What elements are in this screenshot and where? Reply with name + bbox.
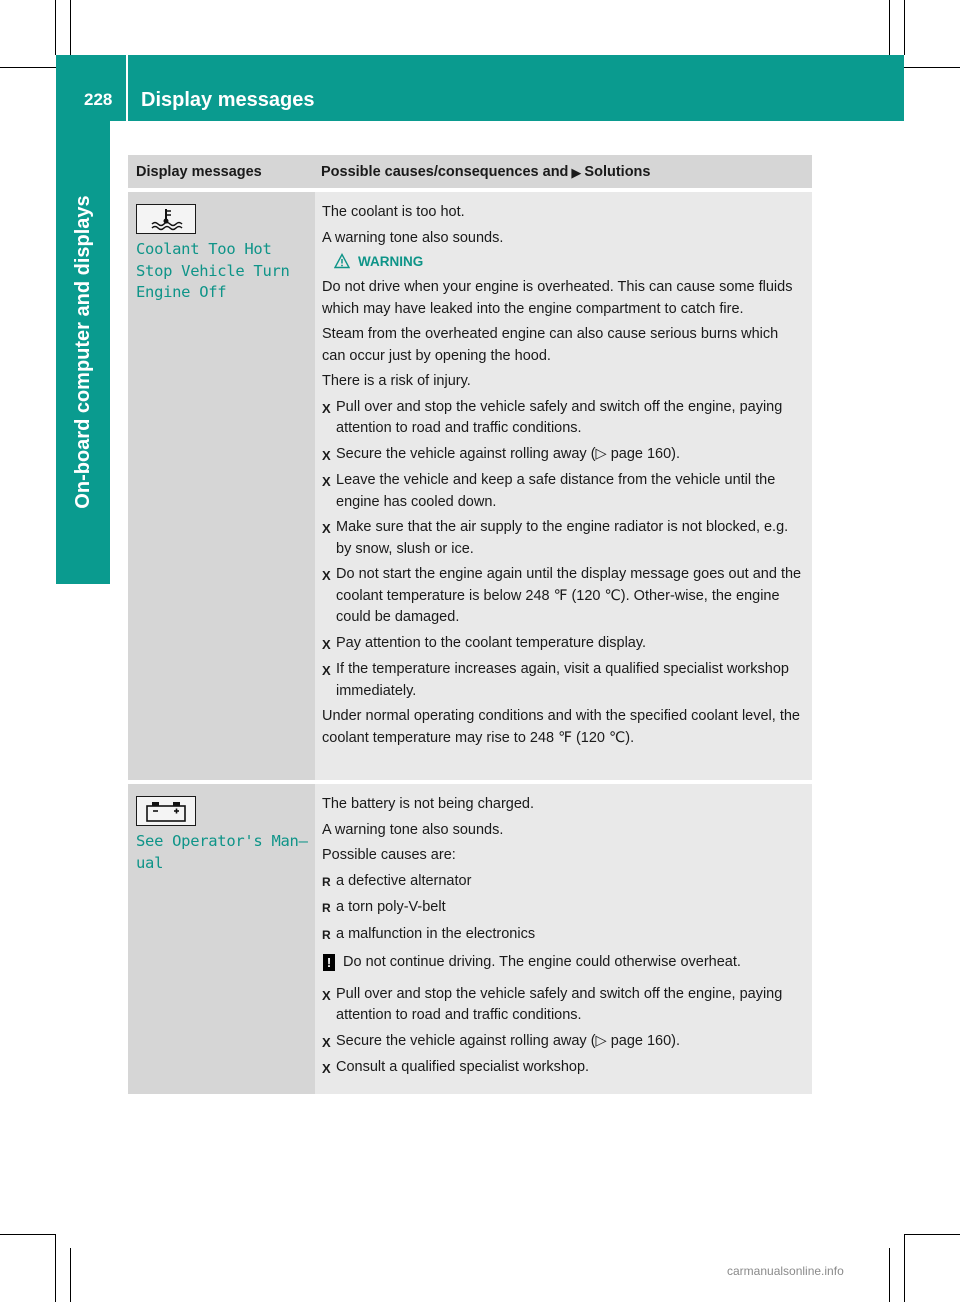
step-arrow-icon: X: [322, 521, 331, 536]
warning-label: WARNING: [358, 253, 424, 269]
table-row: [128, 192, 812, 780]
list-item-text: a malfunction in the electronics: [336, 925, 536, 942]
crop-mark: [904, 0, 905, 55]
solution-arrow-icon: ▶: [571, 165, 582, 180]
step-arrow-icon: X: [322, 663, 331, 678]
instruction-step: [322, 517, 804, 560]
crop-mark: [55, 1234, 56, 1302]
crop-mark: [55, 0, 56, 55]
display-message-text: [136, 239, 315, 304]
table-header: [128, 155, 812, 188]
instruction-step: [322, 470, 804, 513]
paragraph: The coolant is too hot.: [322, 204, 465, 220]
page-number: 228: [84, 90, 113, 109]
paragraph: Possible causes are:: [322, 847, 456, 863]
bullet-icon: R: [322, 927, 331, 942]
step-arrow-icon: X: [322, 447, 331, 463]
instruction-step: [322, 564, 804, 629]
column-header-display-messages: Display messages: [136, 164, 262, 180]
column-header-text: Possible causes/consequences and: [321, 164, 569, 180]
section-title: Display messages: [141, 89, 315, 111]
crop-mark: [0, 1234, 56, 1235]
crop-mark: [70, 0, 71, 55]
caution-text: Do not continue driving. The engine could otherwise overheat.: [343, 954, 741, 970]
solutions-cell: [315, 192, 812, 780]
header-divider: [126, 55, 128, 121]
step-text: Do not start the engine again until the display message goes out and the coolant temperature is below 248 ℉ (120 ℃). Other-wise, the engine could be damaged.: [336, 566, 802, 625]
instruction-step: [322, 1057, 804, 1080]
paragraph: Under normal operating conditions and with the specified coolant level, the coolant temperature may rise to 248 ℉ (120 ℃).: [322, 708, 800, 746]
step-text: If the temperature increases again, visit a qualified specialist workshop immediately.: [336, 661, 789, 699]
paragraph: The battery is not being charged.: [322, 796, 534, 812]
messages-table: [128, 155, 812, 1094]
crop-mark: [0, 67, 56, 68]
display-message-cell: [128, 192, 315, 780]
step-text: Pay attention to the coolant temperature display.: [336, 634, 647, 651]
display-line: Coolant Too Hot: [136, 240, 272, 258]
crop-mark: [904, 67, 960, 68]
list-item: [322, 897, 804, 920]
instruction-step: [322, 659, 804, 702]
display-line: See Operator's Man–: [136, 832, 308, 850]
step-arrow-icon: X: [322, 1034, 331, 1050]
warning-paragraph: Do not drive when your engine is overheated. This can cause some fluids which may have leaked into the engine compartment to catch fire.: [322, 279, 793, 317]
step-arrow-icon: X: [322, 400, 331, 416]
warning-triangle-icon: [334, 253, 350, 269]
instruction-step: [322, 444, 804, 467]
step-text: Make sure that the air supply to the engine radiator is not blocked, e.g. by snow, slush or ice.: [336, 519, 789, 557]
warning-heading: [334, 253, 804, 269]
crop-mark: [904, 1234, 905, 1302]
crop-mark: [889, 0, 890, 55]
step-text: Pull over and stop the vehicle safely and switch off the engine, paying attention to road and traffic conditions.: [336, 985, 783, 1023]
step-arrow-icon: X: [322, 474, 331, 489]
step-text: Secure the vehicle against rolling away (▷ page 160).: [336, 1032, 681, 1049]
paragraph: A warning tone also sounds.: [322, 821, 504, 838]
paragraph: A warning tone also sounds.: [322, 229, 504, 246]
exclamation-icon: !: [323, 954, 335, 971]
crop-mark: [70, 1248, 71, 1302]
display-line: Engine Off: [136, 283, 227, 301]
bullet-icon: R: [322, 901, 331, 915]
crop-mark: [889, 1248, 890, 1302]
table-row: [128, 784, 812, 1094]
bullet-icon: R: [322, 874, 331, 889]
step-arrow-icon: X: [322, 1061, 331, 1076]
step-text: Leave the vehicle and keep a safe distance from the vehicle until the engine has cooled down.: [336, 472, 776, 510]
instruction-step: [322, 1031, 804, 1054]
warning-paragraph: Steam from the overheated engine can also cause serious burns which can occur just by opening the hood.: [322, 326, 779, 364]
list-item: [322, 924, 804, 947]
display-message-cell: [128, 784, 315, 1094]
instruction-step: [322, 397, 804, 440]
list-item: [322, 871, 804, 894]
step-text: Pull over and stop the vehicle safely and switch off the engine, paying attention to road and traffic conditions.: [336, 398, 783, 436]
instruction-step: [322, 984, 804, 1027]
warning-paragraph: There is a risk of injury.: [322, 373, 471, 389]
chapter-label: On-board computer and displays: [72, 195, 94, 509]
step-text: Consult a qualified specialist workshop.: [336, 1059, 590, 1075]
list-item-text: a defective alternator: [336, 872, 472, 889]
step-text: Secure the vehicle against rolling away (▷ page 160).: [336, 445, 681, 462]
display-line: ual: [136, 853, 164, 872]
instruction-step: [322, 633, 804, 656]
coolant-temperature-icon: [136, 204, 196, 234]
column-header-text: Solutions: [584, 164, 651, 180]
step-arrow-icon: X: [322, 636, 331, 652]
display-message-text: [136, 831, 315, 874]
step-arrow-icon: X: [322, 987, 331, 1003]
column-header-solutions: [315, 155, 812, 188]
solutions-cell: [315, 784, 812, 1094]
crop-mark: [904, 1234, 960, 1235]
display-line: Stop Vehicle Turn: [136, 261, 290, 280]
caution-note: [322, 952, 804, 974]
step-arrow-icon: X: [322, 568, 331, 583]
watermark: carmanualsonline.info: [727, 1264, 844, 1278]
list-item-text: a torn poly-V-belt: [336, 899, 446, 915]
battery-icon: [136, 796, 196, 826]
